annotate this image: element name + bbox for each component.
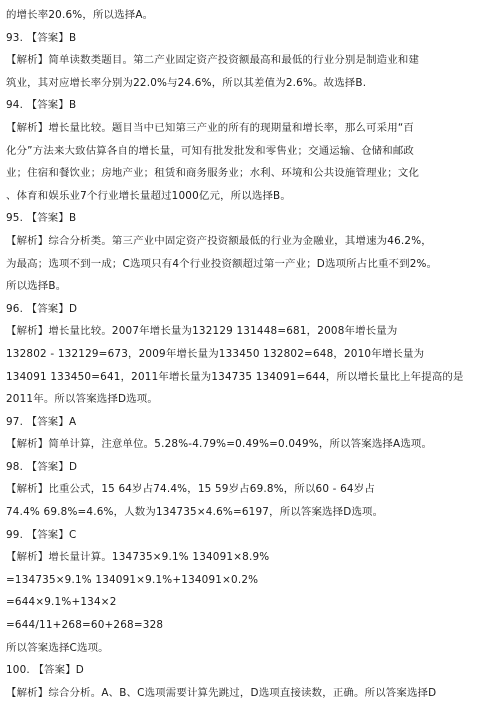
text-line: 【解析】综合分析。A、B、C选项需要计算先跳过，D选项直接读数，正确。所以答案选择D bbox=[6, 686, 437, 699]
text-line: 【解析】增长量比较。2007年增长量为132129 131448=681，2008年增长量为 bbox=[6, 325, 398, 338]
text-line: 【解析】比重公式，15 64岁占74.4%，15 59岁占69.8%，所以60 - 64岁占 bbox=[6, 483, 375, 496]
answer-header-99: 99. 【答案】C bbox=[6, 528, 77, 541]
text-line: 【解析】简单计算，注意单位。5.28%-4.79%=0.49%=0.049%，所以答案选择A选项。 bbox=[6, 438, 433, 451]
text-line: 为最高；选项不到一成；C选项只有4个行业投资额超过第一产业；D选项所占比重不到2%。 bbox=[6, 257, 438, 270]
text-line: 【解析】简单读数类题目。第二产业固定资产投资额最高和最低的行业分别是制造业和建 bbox=[6, 54, 420, 67]
text-line: =644×9.1%+134×2 bbox=[6, 596, 117, 609]
text-line: 【解析】增长量比较。题目当中已知第三产业的所有的现期量和增长率，那么可采用“百 bbox=[6, 121, 415, 134]
answer-header-98: 98. 【答案】D bbox=[6, 460, 78, 473]
text-line: 74.4% 69.8%=4.6%，人数为134735×4.6%=6197，所以答案选择D选项。 bbox=[6, 506, 384, 519]
answer-header-100: 100. 【答案】D bbox=[6, 664, 85, 677]
text-line: 所以选择B。 bbox=[6, 280, 67, 293]
answer-header-96: 96. 【答案】D bbox=[6, 302, 78, 315]
text-line: 的增长率20.6%，所以选择A。 bbox=[6, 9, 154, 21]
text-line: 132802 - 132129=673，2009年增长量为133450 132802=648，2010年增长量为 bbox=[6, 347, 425, 360]
text-line: =134735×9.1% 134091×9.1%+134091×0.2% bbox=[6, 573, 259, 586]
answer-header-94: 94. 【答案】B bbox=[6, 99, 77, 112]
text-line: 134091 133450=641，2011年增长量为134735 134091=644，所以增长量比上年提高的是 bbox=[6, 370, 464, 383]
text-line: 【解析】综合分析类。第三产业中固定资产投资额最低的行业为金融业，其增速为46.2%， bbox=[6, 234, 432, 247]
answer-explanation-document bbox=[6, 4, 488, 704]
answer-header-95: 95. 【答案】B bbox=[6, 212, 77, 225]
text-line: 2011年。所以答案选择D选项。 bbox=[6, 393, 158, 406]
answer-header-93: 93. 【答案】B bbox=[6, 31, 77, 44]
text-line: 化分”方法来大致估算各自的增长量，可知有批发批发和零售业；交通运输、仓储和邮政 bbox=[6, 144, 415, 157]
text-line: 筑业，其对应增长率分别为22.0%与24.6%，所以其差值为2.6%。故选择B. bbox=[6, 76, 367, 89]
text-line: 业；住宿和餐饮业；房地产业；租赁和商务服务业；水利、环境和公共设施管理业；文化 bbox=[6, 167, 420, 180]
text-line: 、体育和娱乐业7个行业增长量超过1000亿元，所以选择B。 bbox=[6, 189, 291, 202]
text-line: 所以答案选择C选项。 bbox=[6, 641, 109, 654]
answer-header-97: 97. 【答案】A bbox=[6, 415, 77, 428]
text-line: 【解析】增长量计算。134735×9.1% 134091×8.9% bbox=[6, 551, 270, 564]
text-line: =644/11+268=60+268=328 bbox=[6, 619, 164, 632]
